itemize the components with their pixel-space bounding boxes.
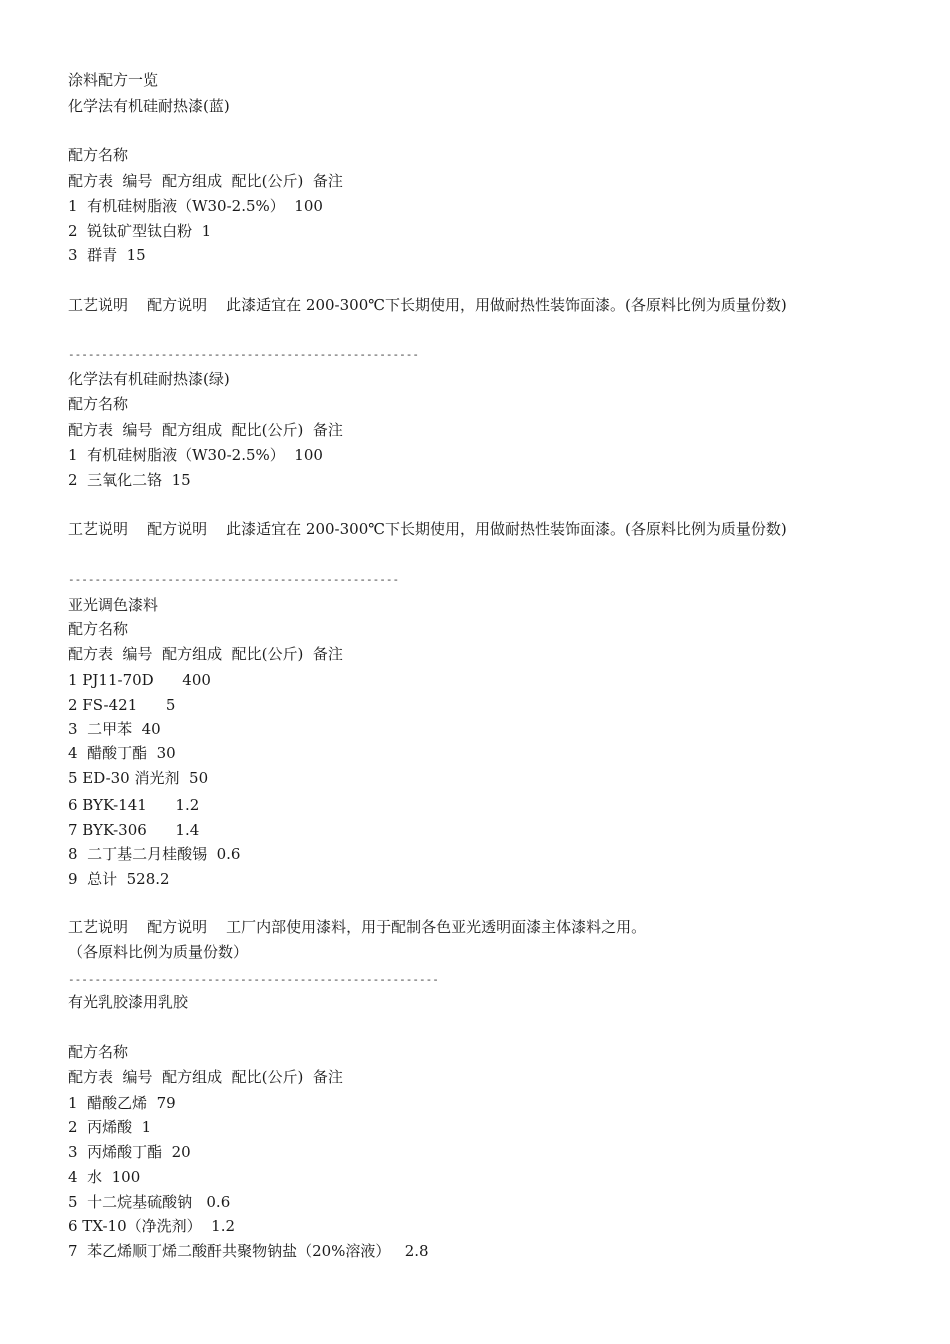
section-title: 亚光调色漆料 <box>68 596 159 614</box>
table-row: 2 FS-421 5 <box>68 696 176 714</box>
process-note: 工艺说明 配方说明 此漆适宜在 200-300℃下长期使用，用做耐热性装饰面漆。(各原料比例为质量份数) <box>68 520 787 538</box>
formula-name-label: 配方名称 <box>68 146 129 164</box>
table-row: 1 醋酸乙烯 79 <box>68 1094 176 1112</box>
table-header: 配方表 编号 配方组成 配比(公斤) 备注 <box>68 645 343 663</box>
table-row: 9 总计 528.2 <box>68 870 170 888</box>
table-row: 3 二甲苯 40 <box>68 720 161 738</box>
table-header: 配方表 编号 配方组成 配比(公斤) 备注 <box>68 1068 343 1086</box>
section-separator: -------------------------------------------------------- <box>68 973 439 986</box>
process-note: 工艺说明 配方说明 工厂内部使用漆料，用于配制各色亚光透明面漆主体漆料之用。 <box>68 918 647 936</box>
table-header: 配方表 编号 配方组成 配比(公斤) 备注 <box>68 421 343 439</box>
formula-name-label: 配方名称 <box>68 620 129 638</box>
formula-name-label: 配方名称 <box>68 395 129 413</box>
section-separator: -------------------------------------------------- <box>68 573 400 586</box>
table-row: 4 醋酸丁酯 30 <box>68 744 176 762</box>
process-note: 工艺说明 配方说明 此漆适宜在 200-300℃下长期使用，用做耐热性装饰面漆。(各原料比例为质量份数) <box>68 296 787 314</box>
table-row: 7 BYK-306 1.4 <box>68 821 200 839</box>
table-row: 3 丙烯酸丁酯 20 <box>68 1143 191 1161</box>
section-title: 有光乳胶漆用乳胶 <box>68 993 189 1011</box>
section-separator: ----------------------------------------------------- <box>68 348 419 361</box>
table-row: 6 TX-10（净洗剂） 1.2 <box>68 1217 236 1235</box>
table-row: 1 PJ11-70D 400 <box>68 671 211 689</box>
table-row: 5 ED-30 消光剂 50 <box>68 769 209 787</box>
table-row: 2 丙烯酸 1 <box>68 1118 152 1136</box>
table-row: 7 苯乙烯顺丁烯二酸酐共聚物钠盐（20%溶液） 2.8 <box>68 1242 429 1260</box>
table-row: 5 十二烷基硫酸钠 0.6 <box>68 1193 231 1211</box>
formula-name-label: 配方名称 <box>68 1043 129 1061</box>
table-header: 配方表 编号 配方组成 配比(公斤) 备注 <box>68 172 343 190</box>
table-row: 6 BYK-141 1.2 <box>68 796 200 814</box>
table-row: 1 有机硅树脂液（W30-2.5%） 100 <box>68 197 323 215</box>
section-title: 化学法有机硅耐热漆(绿) <box>68 370 230 388</box>
process-note-continued: （各原料比例为质量份数） <box>68 943 249 961</box>
table-row: 4 水 100 <box>68 1168 141 1186</box>
table-row: 2 锐钛矿型钛白粉 1 <box>68 222 212 240</box>
table-row: 2 三氧化二铬 15 <box>68 471 191 489</box>
table-row: 3 群青 15 <box>68 246 146 264</box>
document-title: 涂料配方一览 <box>68 71 159 89</box>
section-title: 化学法有机硅耐热漆(蓝) <box>68 97 230 115</box>
table-row: 1 有机硅树脂液（W30-2.5%） 100 <box>68 446 323 464</box>
table-row: 8 二丁基二月桂酸锡 0.6 <box>68 845 241 863</box>
